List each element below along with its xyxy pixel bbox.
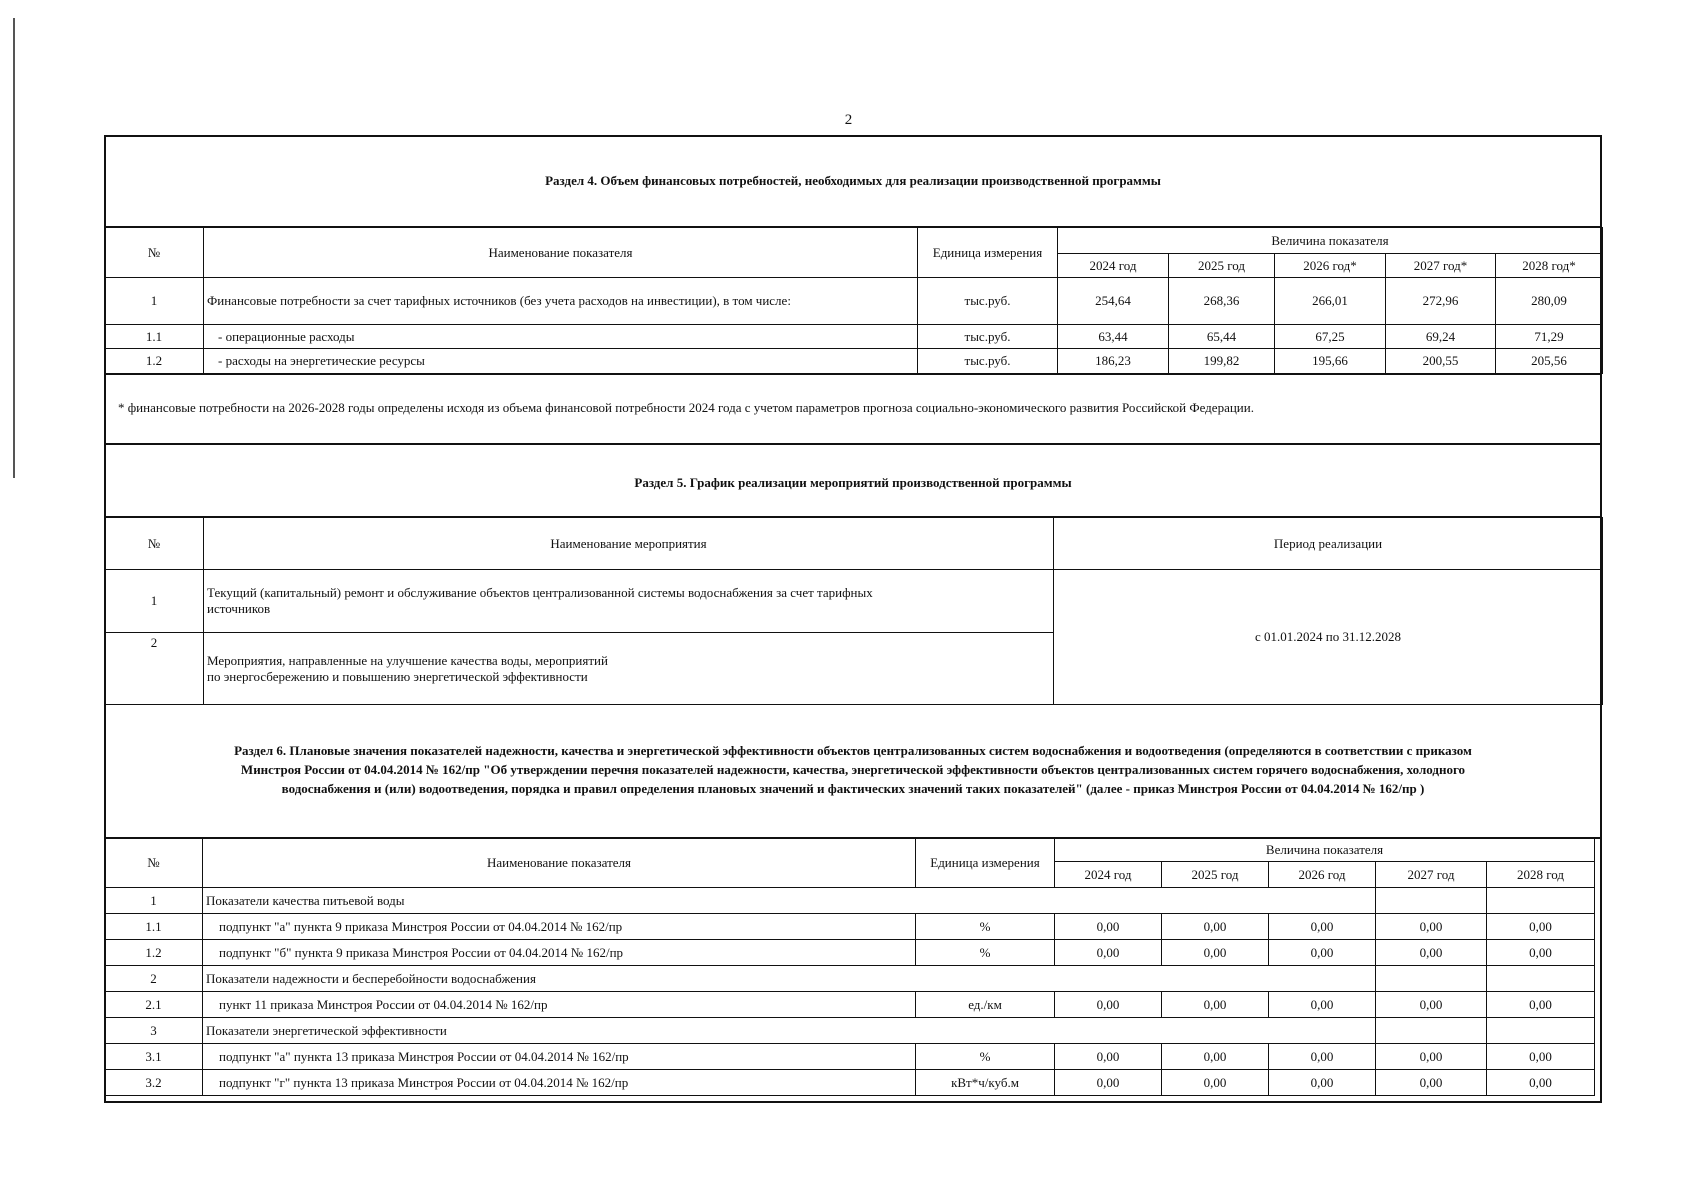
row-value: 266,01 — [1275, 278, 1386, 325]
row-value: 0,00 — [1269, 1044, 1376, 1070]
row-value: 0,00 — [1162, 1044, 1269, 1070]
section4-footnote: * финансовые потребности на 2026-2028 годы определены исходя из объема финансовой потребности 2024 года с учетом параметров прогноза социально-экономического развития Российской Федерации. — [118, 400, 1254, 415]
year-header: 2026 год — [1269, 862, 1376, 888]
row-name-line: по энергосбережению и повышению энергетической эффективности — [207, 668, 588, 684]
row-unit: тыс.руб. — [918, 325, 1058, 349]
row-name: подпункт "б" пункта 9 приказа Минстроя России от 04.04.2014 № 162/пр — [203, 940, 916, 966]
row-name — [204, 570, 1054, 633]
row-name-line: Мероприятия, направленные на улучшение качества воды, мероприятий — [207, 652, 608, 668]
row-name — [204, 633, 1054, 705]
year-header: 2028 год — [1487, 862, 1595, 888]
section4-title: Раздел 4. Объем финансовых потребностей, необходимых для реализации производственной программы — [545, 173, 1161, 188]
row-value: 205,56 — [1496, 349, 1603, 374]
section6-title-line: водоснабжения и (или) водоотведения, порядка и правил определения плановых значений и фактических значений таких показателей" (далее - приказ Минстроя России от 04.04.2014 № 162/пр ) — [281, 780, 1425, 796]
section5-title: Раздел 5. График реализации мероприятий производственной программы — [634, 475, 1072, 490]
year-header: 2027 год — [1376, 862, 1487, 888]
row-value: 195,66 — [1275, 349, 1386, 374]
empty-cell — [1487, 888, 1595, 914]
col-value-header: Величина показателя — [1058, 228, 1603, 254]
row-unit: % — [916, 940, 1055, 966]
table-row — [105, 992, 1595, 1018]
group-name: Показатели качества питьевой воды — [203, 888, 1376, 914]
section6-title — [106, 742, 1600, 799]
row-value: 0,00 — [1487, 940, 1595, 966]
col-name-header: Наименование показателя — [204, 228, 918, 278]
col-event-header: Наименование мероприятия — [204, 518, 1054, 570]
empty-cell — [1487, 1018, 1595, 1044]
scan-margin-line — [13, 18, 15, 478]
table-row — [105, 966, 1595, 992]
row-value: 268,36 — [1169, 278, 1275, 325]
row-value: 0,00 — [1376, 940, 1487, 966]
row-num: 3.2 — [105, 1070, 203, 1096]
row-num: 2 — [105, 633, 204, 705]
table-row — [105, 278, 1603, 325]
row-value: 69,24 — [1386, 325, 1496, 349]
row-name-line: Текущий (капитальный) ремонт и обслуживание объектов централизованной системы водоснабжения за счет тарифных — [207, 585, 873, 601]
table-row — [105, 325, 1603, 349]
row-unit: % — [916, 914, 1055, 940]
year-header: 2025 год — [1162, 862, 1269, 888]
row-num: 1 — [105, 278, 204, 325]
row-name: подпункт "а" пункта 13 приказа Минстроя России от 04.04.2014 № 162/пр — [203, 1044, 916, 1070]
row-value: 272,96 — [1386, 278, 1496, 325]
row-num: 2 — [105, 966, 203, 992]
table-row — [105, 349, 1603, 374]
year-header: 2025 год — [1169, 254, 1275, 278]
section6-table — [104, 838, 1595, 1096]
col-num-header: № — [105, 839, 203, 888]
row-value: 0,00 — [1162, 1070, 1269, 1096]
row-unit: тыс.руб. — [918, 278, 1058, 325]
period-value: с 01.01.2024 по 31.12.2028 — [1054, 570, 1603, 705]
col-unit-header: Единица измерения — [916, 839, 1055, 888]
col-period-header: Период реализации — [1054, 518, 1603, 570]
row-name-line: источников — [207, 601, 271, 616]
row-value: 0,00 — [1162, 914, 1269, 940]
row-value: 199,82 — [1169, 349, 1275, 374]
row-num: 1 — [105, 888, 203, 914]
divider — [104, 443, 1602, 445]
row-value: 0,00 — [1055, 914, 1162, 940]
row-value: 0,00 — [1487, 992, 1595, 1018]
group-name: Показатели надежности и бесперебойности водоснабжения — [203, 966, 1376, 992]
year-header: 2027 год* — [1386, 254, 1496, 278]
row-value: 0,00 — [1055, 1044, 1162, 1070]
section4-table — [104, 227, 1603, 374]
row-value: 0,00 — [1055, 940, 1162, 966]
section6-title-line: Раздел 6. Плановые значения показателей надежности, качества и энергетической эффективности объектов централизованных систем водоснабжения и водоотведения (определяются в соответствии с приказом — [234, 743, 1472, 758]
row-num: 1.2 — [105, 349, 204, 374]
row-value: 0,00 — [1162, 940, 1269, 966]
row-unit: тыс.руб. — [918, 349, 1058, 374]
row-num: 1.2 — [105, 940, 203, 966]
col-value-header: Величина показателя — [1055, 839, 1595, 862]
col-name-header: Наименование показателя — [203, 839, 916, 888]
table-row — [105, 888, 1595, 914]
row-value: 0,00 — [1162, 992, 1269, 1018]
row-name: пункт 11 приказа Минстроя России от 04.04.2014 № 162/пр — [203, 992, 916, 1018]
row-unit: кВт*ч/куб.м — [916, 1070, 1055, 1096]
col-unit-header: Единица измерения — [918, 228, 1058, 278]
row-num: 1.1 — [105, 325, 204, 349]
empty-cell — [1376, 888, 1487, 914]
row-value: 71,29 — [1496, 325, 1603, 349]
col-num-header: № — [105, 518, 204, 570]
row-value: 0,00 — [1269, 1070, 1376, 1096]
row-value: 63,44 — [1058, 325, 1169, 349]
row-unit: % — [916, 1044, 1055, 1070]
section6-title-line: Минстроя России от 04.04.2014 № 162/пр "Об утверждении перечня показателей надежности, качества, энергетической эффективности объектов централизованных систем горячего водоснабжения, холодного — [240, 761, 1466, 777]
row-num: 2.1 — [105, 992, 203, 1018]
year-header: 2026 год* — [1275, 254, 1386, 278]
row-value: 0,00 — [1487, 1070, 1595, 1096]
table-row — [105, 1070, 1595, 1096]
table-row — [105, 940, 1595, 966]
empty-cell — [1376, 966, 1487, 992]
row-num: 3 — [105, 1018, 203, 1044]
empty-cell — [1376, 1018, 1487, 1044]
row-value: 0,00 — [1487, 1044, 1595, 1070]
row-value: 200,55 — [1386, 349, 1496, 374]
row-value: 186,23 — [1058, 349, 1169, 374]
year-header: 2024 год — [1058, 254, 1169, 278]
row-name: - операционные расходы — [204, 325, 918, 349]
table-row — [105, 914, 1595, 940]
row-value: 0,00 — [1376, 914, 1487, 940]
row-unit: ед./км — [916, 992, 1055, 1018]
year-header: 2024 год — [1055, 862, 1162, 888]
row-value: 0,00 — [1269, 992, 1376, 1018]
row-value: 65,44 — [1169, 325, 1275, 349]
page-number: 2 — [844, 112, 853, 128]
row-value: 0,00 — [1269, 940, 1376, 966]
row-name: Финансовые потребности за счет тарифных источников (без учета расходов на инвестиции), в том числе: — [204, 278, 918, 325]
empty-cell — [1487, 966, 1595, 992]
row-value: 0,00 — [1376, 1070, 1487, 1096]
row-name: подпункт "а" пункта 9 приказа Минстроя России от 04.04.2014 № 162/пр — [203, 914, 916, 940]
row-value: 0,00 — [1055, 992, 1162, 1018]
divider — [104, 373, 1602, 375]
row-value: 254,64 — [1058, 278, 1169, 325]
col-num-header: № — [105, 228, 204, 278]
row-num: 3.1 — [105, 1044, 203, 1070]
group-name: Показатели энергетической эффективности — [203, 1018, 1376, 1044]
row-value: 280,09 — [1496, 278, 1603, 325]
row-name: подпункт "г" пункта 13 приказа Минстроя России от 04.04.2014 № 162/пр — [203, 1070, 916, 1096]
table-row — [105, 1044, 1595, 1070]
table-row — [105, 570, 1603, 633]
row-name: - расходы на энергетические ресурсы — [204, 349, 918, 374]
table-row — [105, 1018, 1595, 1044]
row-value: 0,00 — [1055, 1070, 1162, 1096]
year-header: 2028 год* — [1496, 254, 1603, 278]
row-value: 0,00 — [1487, 914, 1595, 940]
row-value: 0,00 — [1376, 992, 1487, 1018]
section5-table — [104, 517, 1603, 705]
row-value: 0,00 — [1376, 1044, 1487, 1070]
row-num: 1.1 — [105, 914, 203, 940]
row-value: 67,25 — [1275, 325, 1386, 349]
row-value: 0,00 — [1269, 914, 1376, 940]
row-num: 1 — [105, 570, 204, 633]
